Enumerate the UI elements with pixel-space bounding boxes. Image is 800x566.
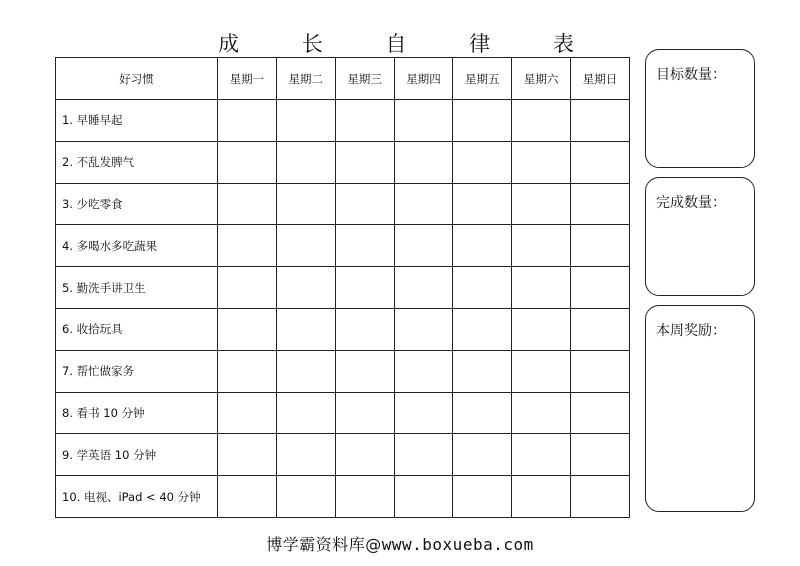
- footer-url: www.boxueba.com: [381, 535, 534, 554]
- check-cell[interactable]: [512, 183, 571, 225]
- check-cell[interactable]: [218, 434, 277, 476]
- goal-count-box[interactable]: [645, 49, 755, 168]
- habit-name: 10. 电视、iPad < 40 分钟: [56, 476, 218, 518]
- day-header-tuesday: 星期二: [276, 58, 335, 100]
- check-cell[interactable]: [276, 267, 335, 309]
- habit-name: 3. 少吃零食: [56, 183, 218, 225]
- check-cell[interactable]: [571, 141, 630, 183]
- check-cell[interactable]: [218, 308, 277, 350]
- habit-row: [56, 350, 630, 392]
- check-cell[interactable]: [512, 225, 571, 267]
- check-cell[interactable]: [453, 267, 512, 309]
- check-cell[interactable]: [394, 267, 453, 309]
- check-cell[interactable]: [571, 392, 630, 434]
- check-cell[interactable]: [394, 476, 453, 518]
- check-cell[interactable]: [394, 100, 453, 142]
- page-title: 成 长 自 律 表: [218, 32, 602, 56]
- check-cell[interactable]: [571, 350, 630, 392]
- check-cell[interactable]: [218, 100, 277, 142]
- footer-brand: 博学霸资料库@: [266, 535, 382, 554]
- check-cell[interactable]: [335, 476, 394, 518]
- check-cell[interactable]: [453, 100, 512, 142]
- check-cell[interactable]: [512, 100, 571, 142]
- day-header-thursday: 星期四: [394, 58, 453, 100]
- goal-count-label: 目标数量：: [656, 67, 726, 83]
- habit-row: [56, 141, 630, 183]
- check-cell[interactable]: [453, 225, 512, 267]
- check-cell[interactable]: [512, 308, 571, 350]
- check-cell[interactable]: [335, 225, 394, 267]
- check-cell[interactable]: [453, 476, 512, 518]
- check-cell[interactable]: [335, 434, 394, 476]
- day-header-monday: 星期一: [218, 58, 277, 100]
- habit-column-header: 好习惯: [56, 58, 218, 100]
- check-cell[interactable]: [394, 225, 453, 267]
- day-header-sunday: 星期日: [571, 58, 630, 100]
- check-cell[interactable]: [571, 225, 630, 267]
- weekly-reward-label: 本周奖励：: [656, 323, 726, 339]
- habit-name: 4. 多喝水多吃蔬果: [56, 225, 218, 267]
- check-cell[interactable]: [276, 434, 335, 476]
- habit-name: 6. 收拾玩具: [56, 308, 218, 350]
- check-cell[interactable]: [571, 308, 630, 350]
- check-cell[interactable]: [571, 476, 630, 518]
- habit-row: [56, 267, 630, 309]
- check-cell[interactable]: [512, 392, 571, 434]
- habit-name: 2. 不乱发脾气: [56, 141, 218, 183]
- check-cell[interactable]: [335, 392, 394, 434]
- check-cell[interactable]: [276, 476, 335, 518]
- check-cell[interactable]: [276, 392, 335, 434]
- day-header-wednesday: 星期三: [335, 58, 394, 100]
- check-cell[interactable]: [512, 350, 571, 392]
- habit-row: [56, 100, 630, 142]
- check-cell[interactable]: [276, 100, 335, 142]
- check-cell[interactable]: [571, 100, 630, 142]
- habit-name: 7. 帮忙做家务: [56, 350, 218, 392]
- check-cell[interactable]: [276, 350, 335, 392]
- check-cell[interactable]: [218, 476, 277, 518]
- habit-row: [56, 183, 630, 225]
- footer-watermark: [0, 532, 800, 555]
- habit-row: [56, 225, 630, 267]
- check-cell[interactable]: [394, 350, 453, 392]
- check-cell[interactable]: [335, 183, 394, 225]
- header-row: [56, 58, 630, 100]
- check-cell[interactable]: [394, 308, 453, 350]
- check-cell[interactable]: [276, 308, 335, 350]
- check-cell[interactable]: [453, 350, 512, 392]
- check-cell[interactable]: [218, 183, 277, 225]
- check-cell[interactable]: [571, 434, 630, 476]
- habit-name: 9. 学英语 10 分钟: [56, 434, 218, 476]
- habit-table: [55, 57, 630, 518]
- done-count-box[interactable]: [645, 177, 755, 296]
- check-cell[interactable]: [218, 350, 277, 392]
- check-cell[interactable]: [394, 392, 453, 434]
- check-cell[interactable]: [394, 183, 453, 225]
- check-cell[interactable]: [335, 141, 394, 183]
- check-cell[interactable]: [453, 308, 512, 350]
- check-cell[interactable]: [218, 392, 277, 434]
- habit-name: 1. 早睡早起: [56, 100, 218, 142]
- day-header-saturday: 星期六: [512, 58, 571, 100]
- day-header-friday: 星期五: [453, 58, 512, 100]
- check-cell[interactable]: [512, 267, 571, 309]
- habit-row: [56, 476, 630, 518]
- check-cell[interactable]: [394, 141, 453, 183]
- check-cell[interactable]: [276, 225, 335, 267]
- check-cell[interactable]: [218, 141, 277, 183]
- check-cell[interactable]: [335, 100, 394, 142]
- habit-row: [56, 392, 630, 434]
- check-cell[interactable]: [276, 141, 335, 183]
- habit-row: [56, 434, 630, 476]
- done-count-label: 完成数量：: [656, 195, 726, 211]
- habit-name: 8. 看书 10 分钟: [56, 392, 218, 434]
- check-cell[interactable]: [218, 225, 277, 267]
- check-cell[interactable]: [335, 308, 394, 350]
- check-cell[interactable]: [276, 183, 335, 225]
- check-cell[interactable]: [571, 183, 630, 225]
- check-cell[interactable]: [512, 141, 571, 183]
- check-cell[interactable]: [218, 267, 277, 309]
- check-cell[interactable]: [453, 183, 512, 225]
- check-cell[interactable]: [453, 392, 512, 434]
- check-cell[interactable]: [335, 350, 394, 392]
- check-cell[interactable]: [453, 141, 512, 183]
- check-cell[interactable]: [571, 267, 630, 309]
- check-cell[interactable]: [512, 476, 571, 518]
- check-cell[interactable]: [512, 434, 571, 476]
- habit-name: 5. 勤洗手讲卫生: [56, 267, 218, 309]
- check-cell[interactable]: [335, 267, 394, 309]
- habit-row: [56, 308, 630, 350]
- check-cell[interactable]: [394, 434, 453, 476]
- check-cell[interactable]: [453, 434, 512, 476]
- weekly-reward-box[interactable]: [645, 305, 755, 512]
